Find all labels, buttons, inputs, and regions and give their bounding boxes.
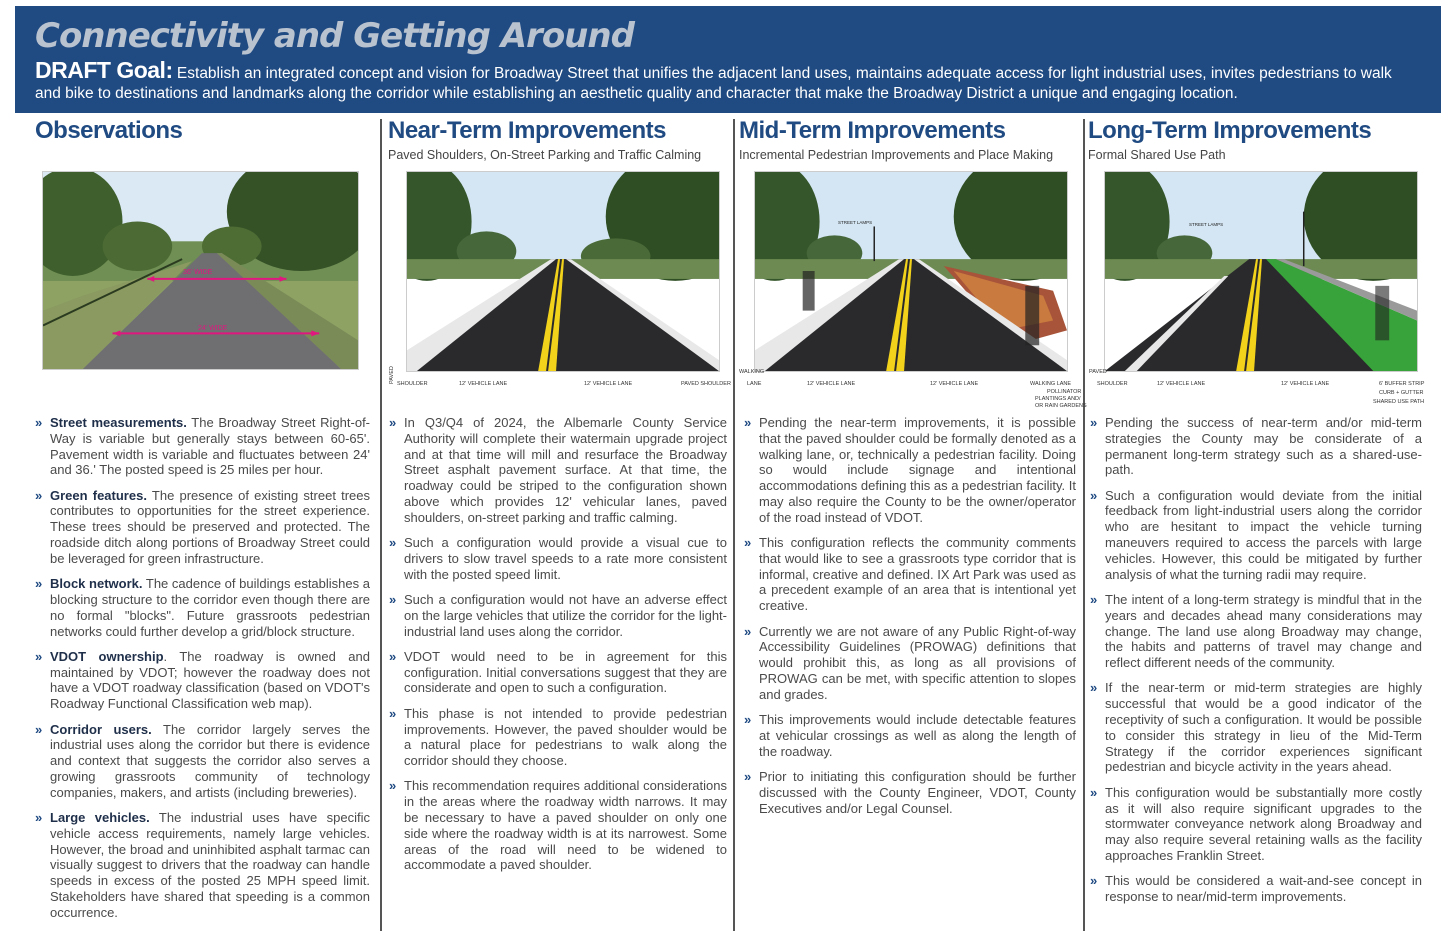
street-lamps-label: STREET LAMPS — [838, 220, 873, 225]
long-term-list — [1090, 415, 1422, 914]
observations-list — [35, 415, 370, 930]
near-term-rendering — [406, 171, 720, 372]
page-title: Connectivity and Getting Around — [35, 16, 634, 56]
mid-term-title: Mid-Term Improvements — [739, 117, 1006, 144]
list-item: » Currently we are not aware of any Public Right-of-way Accessibility Guidelines (PROWAG) definitions that would prohibit this, as long as all provisions of PROWAG can be met, with specific attention to slopes and grades. — [744, 623, 1076, 702]
list-item: » In Q3/Q4 of 2024, the Albemarle County Service Authority will complete their watermain upgrade project and at that time will mill and resurface the Broadway Street asphalt pavement surface. At that time, the roadway could be striped to the configuration shown above which provides 12' vehicular lanes, paved shoulders, on-street parking and traffic calming. — [389, 415, 727, 525]
list-item: » This recommendation requires additional considerations in the areas where the roadway width narrows. It may be necessary to have a paved shoulder on only one side where the roadway width is at its narrowest. Some areas of the road will need to be widened to accommodate a paved shoulder. — [389, 778, 727, 873]
list-item: » Such a configuration would not have an adverse effect on the large vehicles that utilize the corridor for the light-industrial land uses along the corridor. — [389, 591, 728, 639]
mid-term-list — [744, 415, 1076, 826]
width-label-36: 36' WIDE — [183, 269, 213, 276]
list-item: » Green features. The presence of existing street trees contributes to opportunities for the street experience. These trees should be preserved and protected. The roadside ditch along portions of Broadway Street could be leveraged for green infrastructure. — [35, 487, 371, 566]
width-label-24: 24' WIDE — [198, 325, 228, 332]
near-term-title: Near-Term Improvements — [388, 117, 666, 144]
list-item: » Pending the near-term improvements, it is possible that the paved shoulder could be formally denoted as a walking lane, or, technically a pedestrian facility. Doing so would include signage and intentional accommodations defining this as a pedestrian facility. It may also require the County to be the owner/operator of the road instead of VDOT. — [744, 415, 1076, 525]
long-term-title: Long-Term Improvements — [1088, 117, 1372, 144]
column-divider — [380, 119, 382, 931]
road-rendering-image — [755, 172, 1067, 371]
list-item: » Corridor users. The corridor largely serves the industrial uses along the corridor but there is evidence and context that suggests the corridor also serves a growing grassroots community of technology companies, makers, and artists (including breweries). — [35, 721, 370, 800]
mid-term-rendering — [754, 171, 1068, 372]
road-rendering-image — [1105, 172, 1417, 371]
header-banner — [15, 6, 1441, 113]
list-item: » This improvements would include detectable features at vehicular crossings as well as along the length of the roadway. — [744, 712, 1076, 759]
near-term-list — [389, 415, 727, 883]
near-term-subtitle: Paved Shoulders, On-Street Parking and Traffic Calming — [388, 148, 702, 162]
long-term-subtitle: Formal Shared Use Path — [1088, 148, 1226, 162]
goal-statement — [35, 57, 1421, 104]
observations-photo — [42, 171, 359, 370]
list-item: » This configuration would be substantially more costly as it will also require significant upgrades to the stormwater conveyance network along Broadway and may also require several retaining walls as the facility approaches Franklin Street. — [1090, 784, 1422, 863]
list-item: » Such a configuration would deviate from the initial feedback from light-industrial users along the corridor who are hesitant to impact the vehicle turning maneuvers required to access the parcels with large vehicles. However, this could be mitigated by further analysis of what the turning radii may require. — [1090, 487, 1422, 582]
list-item: » Large vehicles. The industrial uses have specific vehicle access requirements, namely large vehicles. However, the broad and uninhibited asphalt tarmac can visually suggest to drivers that the roadway can handle speeds in excess of the posted 25 MPH speed limit. Stakeholders have shared that speeding is a common occurrence. — [35, 810, 370, 920]
list-item: » VDOT ownership. The roadway is owned and maintained by VDOT; however the roadway does not have a VDOT roadway classification (based on VDOT's Roadway Functional Classification web map). — [35, 648, 370, 712]
list-item: » The intent of a long-term strategy is mindful that in the years and decades ahead many considerations may change. The land use along Broadway may change, the habits and patterns of travel may change and reflect different needs of the community. — [1090, 591, 1422, 671]
list-item: » This would be considered a wait-and-see concept in response to near/mid-term improvements. — [1090, 873, 1422, 905]
list-item: » Pending the success of near-term and/or mid-term strategies the County may be considerate of a permanent long-term strategy such as a shared-use-path. — [1090, 415, 1422, 478]
list-item: » Prior to initiating this configuration should be further discussed with the County Engineer, VDOT, County Executives and/or Legal Counsel. — [744, 768, 1076, 816]
list-item: » Street measurements. The Broadway Street Right-of-Way is variable but generally stays between 60-65'. Pavement width is variable and fluctuates between 24' and 36.' The posted speed is 25 miles per hour. — [35, 415, 371, 478]
mid-term-subtitle: Incremental Pedestrian Improvements and Place Making — [739, 148, 1054, 162]
list-item: » This configuration reflects the community comments that would like to see a grassroots type corridor that is informal, creative and defined. IX Art Park was used as a precedent example of an area that is intentional yet creative. — [744, 535, 1076, 614]
road-rendering-image — [407, 172, 719, 371]
near-term-dimensions: PAVED SHOULDER 12' VEHICLE LANE 12' VEHICLE LANE PAVED SHOULDER — [389, 366, 731, 387]
observations-title: Observations — [35, 117, 183, 144]
list-item: » Block network. The cadence of buildings establishes a blocking structure to the corridor even though there are no formal "blocks". Future grassroots pedestrian networks could further develop a grid/block structure. — [35, 576, 370, 639]
street-lamps-label: STREET LAMPS — [1189, 222, 1224, 227]
list-item: » Such a configuration would provide a visual cue to drivers to slow travel speeds to a rate more consistent with the posted speed limit. — [389, 535, 727, 582]
list-item: » VDOT would need to be in agreement for this configuration. Initial conversations suggest that they are considerate and open to such a configuration. — [389, 648, 727, 696]
long-term-dimensions: PAVED SHOULDER 12' VEHICLE LANE 12' VEHICLE LANE 6' BUFFER STRIP CURB + GUTTER SHARED USE PATH — [1089, 369, 1425, 405]
goal-label: DRAFT Goal: — [35, 57, 173, 83]
mid-term-dimensions: WALKING LANE 12' VEHICLE LANE 12' VEHICLE LANE WALKING LANE POLLINATOR PLANTINGS AND/ OR RAIN GARDENS — [739, 369, 1087, 409]
list-item: » This phase is not intended to provide pedestrian improvements. However, the paved shoulder would be a natural place for pedestrians to walk along the corridor should they choose. — [389, 705, 727, 769]
goal-text: Establish an integrated concept and vision for Broadway Street that unifies the adjacent land uses, maintains adequate access for light industrial uses, invites pedestrians to walk and bike to destinations and landmarks along the corridor while establishing an aesthetic quality and character that make the Broadway District a unique and engaging location. — [35, 65, 1392, 102]
list-item: » If the near-term or mid-term strategies are highly successful that would be a good indicator of the receptivity of such a configuration. It would be possible to consider this strategy in lieu of the Mid-Term Strategy if the corridor experiences significant pedestrian and bicycle activity in the years ahead. — [1090, 680, 1422, 775]
column-divider — [1083, 119, 1085, 931]
column-divider — [733, 119, 735, 931]
long-term-rendering — [1104, 171, 1418, 372]
